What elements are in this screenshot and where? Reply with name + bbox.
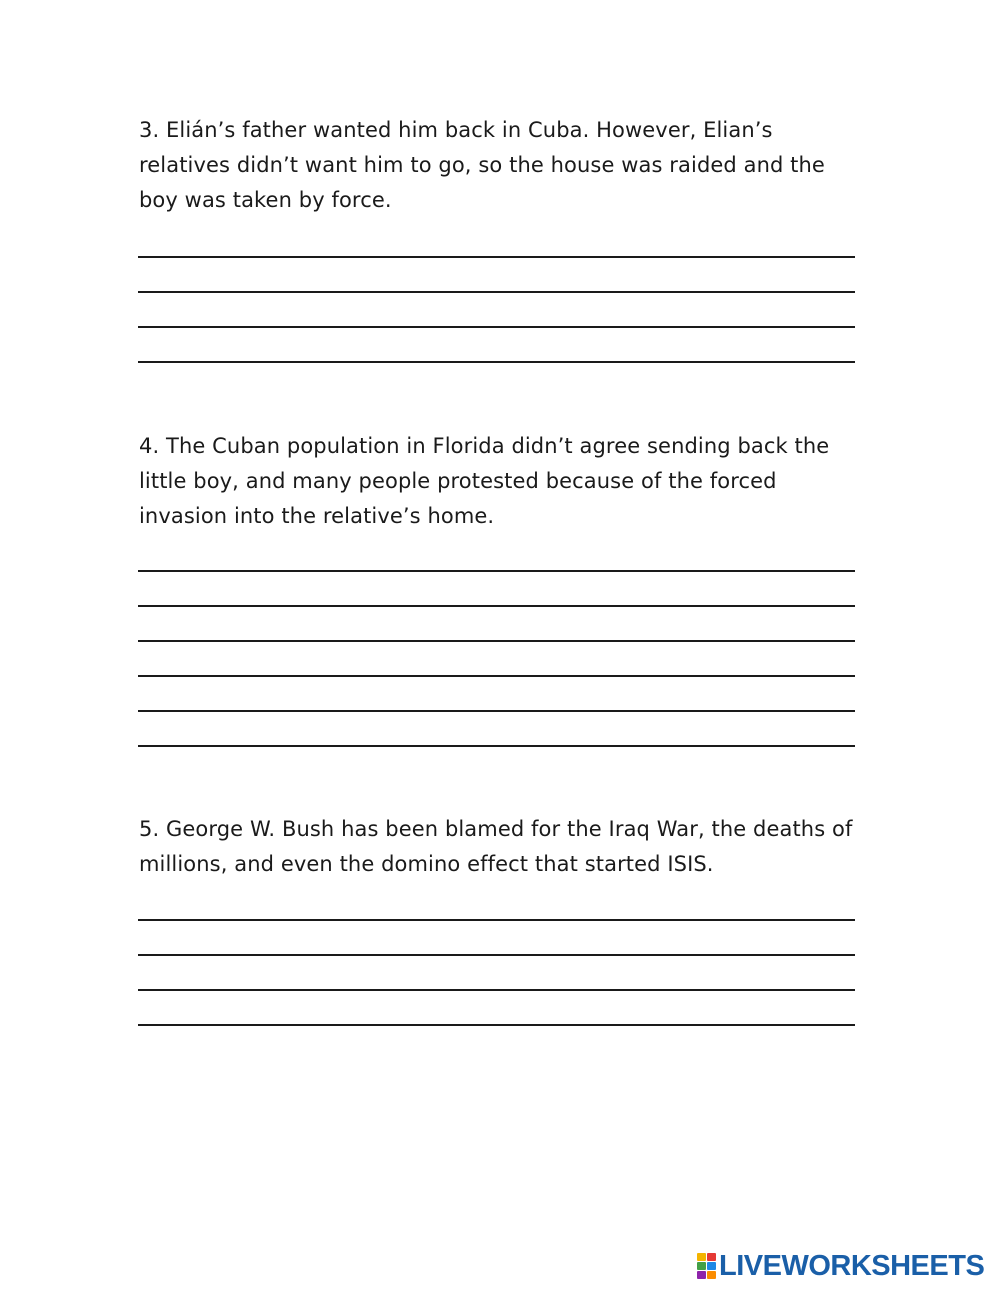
answer-line[interactable] — [138, 710, 855, 712]
liveworksheets-logo[interactable] — [697, 1249, 984, 1283]
logo-text: LIVEWORKSHEETS — [719, 1249, 985, 1282]
answer-line[interactable] — [138, 361, 855, 363]
logo-mark-square — [697, 1253, 706, 1261]
logo-mark-square — [697, 1262, 706, 1270]
answer-line[interactable] — [138, 570, 855, 572]
answer-line[interactable] — [138, 326, 855, 328]
answer-line[interactable] — [138, 989, 855, 991]
answer-line[interactable] — [138, 919, 855, 921]
answer-line[interactable] — [138, 745, 855, 747]
answer-line[interactable] — [138, 675, 855, 677]
question-3-text: 3. Elián’s father wanted him back in Cuba. However, Elian’s relatives didn’t want him to go, so the house was raided and the boy was taken by force. — [139, 118, 825, 212]
question-5-text: 5. George W. Bush has been blamed for the Iraq War, the deaths of millions, and even the domino effect that started ISIS. — [139, 817, 853, 876]
answer-line[interactable] — [138, 291, 855, 293]
logo-mark-square — [707, 1262, 716, 1270]
answer-line[interactable] — [138, 954, 855, 956]
answer-line[interactable] — [138, 640, 855, 642]
logo-mark-square — [707, 1253, 716, 1261]
answer-line[interactable] — [138, 605, 855, 607]
liveworksheets-logo-icon — [697, 1253, 716, 1279]
answer-line[interactable] — [138, 1024, 855, 1026]
logo-mark-square — [707, 1271, 716, 1279]
logo-mark-square — [697, 1271, 706, 1279]
question-4-text: 4. The Cuban population in Florida didn’t agree sending back the little boy, and many people protested because of the forced invasion into the relative’s home. — [139, 434, 830, 528]
answer-line[interactable] — [138, 256, 855, 258]
